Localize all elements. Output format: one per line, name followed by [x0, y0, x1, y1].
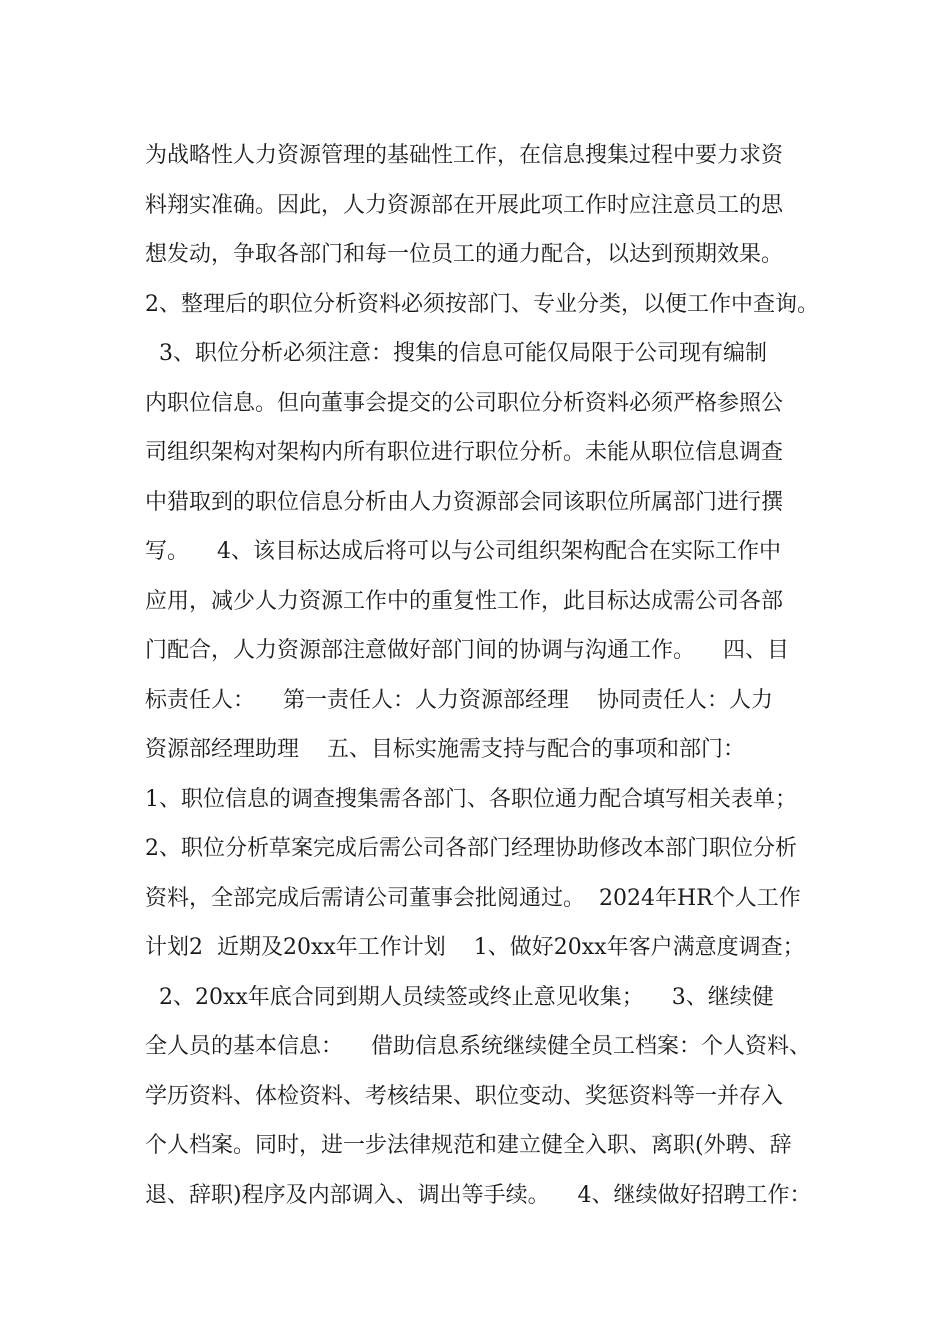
text-line: 全人员的基本信息： 借助信息系统继续健全员工档案：个人资料、	[145, 1034, 811, 1059]
text-line: 想发动，争取各部门和每一位员工的通力配合，以达到预期效果。	[145, 242, 784, 267]
body-text	[145, 131, 835, 1220]
text-line: 2、整理后的职位分析资料必须按部门、专业分类，以便工作中查询。	[145, 291, 819, 317]
text-line: 资源部经理助理 五、目标实施需支持与配合的事项和部门：	[145, 737, 745, 762]
text-line: 内职位信息。但向董事会提交的公司职位分析资料必须严格参照公	[145, 390, 784, 416]
text-line: 应用，减少人力资源工作中的重复性工作，此目标达成需公司各部	[145, 588, 784, 614]
text-line: 2、职位分析草案完成后需公司各部门经理协助修改本部门职位分析	[145, 836, 797, 861]
text-line: 2、20xx年底合同到期人员续签或终止意见收集； 3、继续健	[145, 984, 774, 1010]
text-line: 退、辞职)程序及内部调入、调出等手续。 4、继续做好招聘工作：	[145, 1182, 812, 1208]
text-line: 写。 4、该目标达成后将可以与公司组织架构配合在实际工作中	[145, 539, 781, 564]
text-line: 为战略性人力资源管理的基础性工作，在信息搜集过程中要力求资	[145, 143, 784, 168]
text-line: 1、职位信息的调查搜集需各部门、各职位通力配合填写相关表单；	[145, 786, 797, 812]
text-line: 资料，全部完成后需请公司董事会批阅通过。 2024年HR个人工作	[145, 885, 801, 911]
text-line: 学历资料、体检资料、考核结果、职位变动、奖惩资料等一并存入	[145, 1083, 784, 1109]
text-line: 标责任人： 第一责任人：人力资源部经理 协同责任人：人力	[145, 687, 773, 713]
text-line: 料翔实准确。因此，人力资源部在开展此项工作时应注意员工的思	[145, 192, 784, 218]
text-line: 计划2 近期及20xx年工作计划 1、做好20xx年客户满意度调查；	[145, 935, 805, 960]
text-line: 3、职位分析必须注意：搜集的信息可能仅局限于公司现有编制	[145, 341, 767, 366]
text-line: 司组织架构对架构内所有职位进行职位分析。未能从职位信息调查	[145, 440, 784, 465]
text-line: 门配合，人力资源部注意做好部门间的协调与沟通工作。 四、目	[145, 638, 789, 663]
text-line: 个人档案。同时，进一步法律规范和建立健全入职、离职(外聘、辞	[145, 1133, 792, 1158]
text-line: 中猎取到的职位信息分析由人力资源部会同该职位所属部门进行撰	[145, 489, 784, 515]
